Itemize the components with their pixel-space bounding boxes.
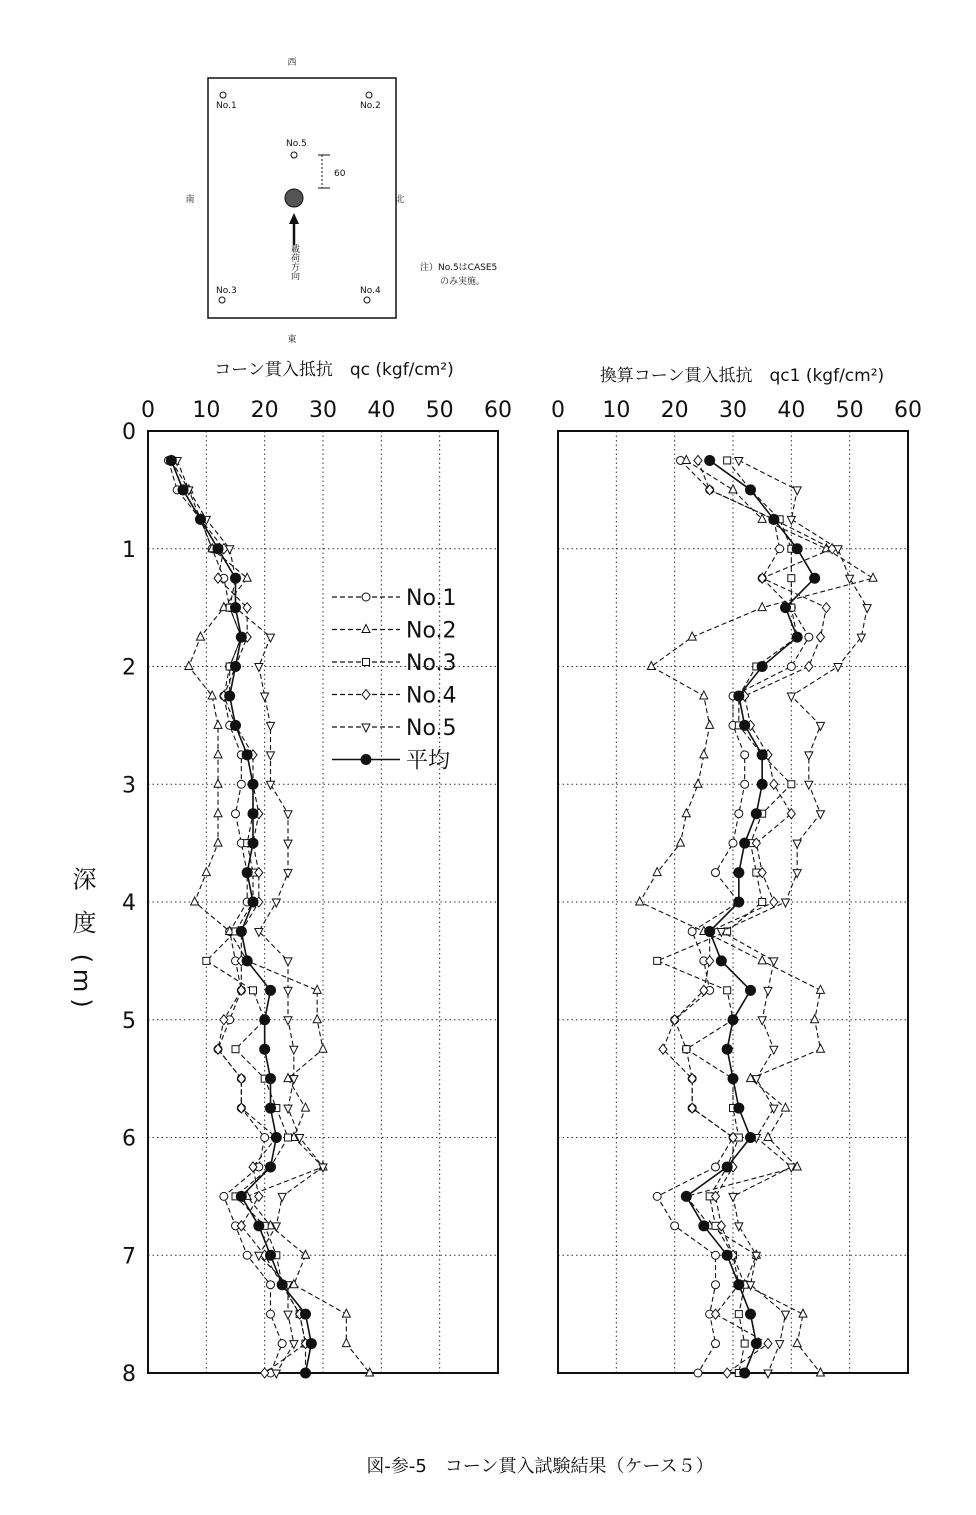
- data-point: [723, 1368, 731, 1378]
- data-point: [681, 1191, 691, 1201]
- data-point: [782, 1311, 790, 1319]
- point-marker-no2: [366, 92, 372, 98]
- data-point: [758, 603, 766, 611]
- legend-marker: [362, 690, 370, 700]
- data-point: [271, 1133, 281, 1143]
- data-point: [716, 956, 726, 966]
- site-plan: [185, 57, 497, 345]
- data-point: [636, 897, 644, 905]
- note-line-1: 注）No.5はCASE5: [420, 263, 498, 273]
- data-point: [787, 516, 795, 524]
- data-point: [261, 693, 269, 701]
- data-point: [782, 899, 790, 907]
- data-point: [770, 1046, 778, 1054]
- legend-label: No.4: [406, 683, 457, 709]
- x-tick-label: 50: [425, 398, 454, 423]
- series-line: [168, 460, 282, 1373]
- x-tick-label: 40: [367, 398, 396, 423]
- east-label: 東: [287, 335, 297, 345]
- data-point: [740, 720, 750, 730]
- point-marker-no5: [291, 152, 297, 158]
- data-point: [746, 485, 756, 495]
- data-point: [220, 1015, 228, 1025]
- data-point: [290, 1341, 298, 1349]
- data-point: [706, 720, 714, 728]
- legend: [332, 586, 457, 774]
- data-point: [741, 751, 749, 759]
- data-point: [712, 1281, 720, 1289]
- data-point: [255, 664, 263, 672]
- data-point: [722, 1044, 732, 1054]
- data-point: [248, 897, 258, 907]
- data-point: [285, 1134, 292, 1141]
- data-point: [267, 1310, 275, 1318]
- series-1: [653, 456, 813, 1377]
- data-point: [185, 662, 193, 670]
- data-point: [231, 720, 241, 730]
- data-point: [705, 455, 715, 465]
- data-point: [213, 544, 223, 554]
- data-point: [248, 779, 258, 789]
- data-point: [688, 927, 696, 935]
- data-point: [290, 1046, 298, 1054]
- data-point: [764, 1339, 772, 1349]
- data-point: [792, 544, 802, 554]
- data-point: [342, 1339, 350, 1347]
- data-point: [694, 455, 702, 465]
- x-tick-label: 0: [141, 398, 155, 423]
- data-point: [712, 1251, 720, 1259]
- data-point: [694, 779, 702, 787]
- data-point: [787, 663, 795, 671]
- data-point: [301, 1368, 311, 1378]
- data-point: [196, 514, 206, 524]
- right-chart-title: 換算コーン貫入抵抗 qc1 (kgf/cm²): [599, 366, 885, 386]
- data-point: [248, 838, 258, 848]
- data-point: [694, 1369, 702, 1377]
- x-tick-label: 30: [719, 398, 747, 423]
- data-point: [757, 750, 767, 760]
- data-point: [284, 958, 292, 966]
- data-point: [735, 1311, 742, 1318]
- series-line: [657, 460, 797, 1373]
- point-marker-no4: [364, 297, 370, 303]
- data-point: [225, 691, 235, 701]
- data-point: [319, 1044, 327, 1052]
- series-line: [721, 460, 867, 1373]
- point-label-no5: No.5: [286, 139, 307, 149]
- note-line-2: のみ実施。: [440, 277, 486, 287]
- data-point: [741, 1340, 748, 1347]
- data-point: [313, 1015, 321, 1023]
- y-tick-label: 4: [122, 891, 136, 916]
- data-point: [242, 956, 252, 966]
- data-point: [236, 926, 246, 936]
- data-point: [776, 1341, 784, 1349]
- data-point: [751, 1339, 761, 1349]
- data-point: [712, 1163, 720, 1171]
- data-point: [770, 779, 778, 789]
- data-point: [740, 1368, 750, 1378]
- data-point: [734, 897, 744, 907]
- data-point: [741, 780, 749, 788]
- x-tick-label: 20: [250, 398, 279, 423]
- data-point: [788, 781, 795, 788]
- series-5: [717, 457, 871, 1378]
- data-point: [724, 457, 731, 464]
- data-point: [734, 868, 744, 878]
- data-point: [869, 573, 877, 581]
- x-tick-label: 0: [551, 398, 565, 423]
- data-point: [302, 1250, 310, 1258]
- data-point: [729, 485, 737, 493]
- data-point: [817, 1044, 825, 1052]
- data-point: [805, 781, 813, 789]
- point-label-no3: No.3: [216, 286, 237, 296]
- data-point: [683, 1046, 690, 1053]
- data-point: [705, 926, 715, 936]
- data-point: [267, 752, 275, 760]
- data-point: [734, 691, 744, 701]
- data-point: [863, 605, 871, 613]
- data-point: [729, 1193, 737, 1201]
- data-point: [236, 632, 246, 642]
- data-point: [746, 985, 756, 995]
- legend-label: 平均: [406, 748, 451, 774]
- data-point: [261, 1134, 269, 1142]
- series-2: [167, 455, 373, 1376]
- y-tick-label: 8: [122, 1362, 136, 1387]
- data-point: [740, 838, 750, 848]
- data-point: [242, 750, 252, 760]
- y-tick-label: 0: [122, 420, 136, 445]
- data-point: [232, 1046, 239, 1053]
- data-point: [260, 1044, 270, 1054]
- data-point: [722, 1162, 732, 1172]
- legend-label: No.2: [406, 618, 457, 644]
- point-marker-no3: [219, 297, 225, 303]
- data-point: [278, 1340, 286, 1348]
- data-point: [706, 956, 714, 966]
- data-point: [284, 987, 292, 995]
- x-tick-label: 10: [602, 398, 631, 423]
- series-line: [171, 460, 369, 1373]
- series-line: [171, 460, 311, 1373]
- data-point: [793, 870, 801, 878]
- data-point: [834, 664, 842, 672]
- data-point: [757, 779, 767, 789]
- data-point: [266, 1074, 276, 1084]
- data-point: [671, 1222, 679, 1230]
- data-point: [769, 514, 779, 524]
- data-point: [248, 809, 258, 819]
- x-tick-label: 20: [660, 398, 689, 423]
- data-point: [266, 1162, 276, 1172]
- y-axis-title: 深 度 (m): [68, 866, 96, 1014]
- data-point: [728, 1074, 738, 1084]
- data-point: [166, 455, 176, 465]
- data-point: [699, 1221, 709, 1231]
- x-tick-label: 30: [309, 398, 337, 423]
- data-point: [734, 1280, 744, 1290]
- data-point: [237, 780, 245, 788]
- data-point: [758, 1017, 766, 1025]
- data-point: [243, 1251, 251, 1259]
- loading-pile: [285, 189, 303, 207]
- data-point: [266, 1103, 276, 1113]
- data-point: [759, 899, 766, 906]
- data-point: [770, 958, 778, 966]
- data-point: [722, 1250, 732, 1260]
- west-label: 西: [287, 58, 297, 68]
- data-point: [214, 838, 222, 846]
- data-point: [654, 957, 661, 964]
- data-point: [805, 633, 813, 641]
- data-point: [220, 1192, 228, 1200]
- data-point: [243, 573, 251, 581]
- data-point: [250, 987, 257, 994]
- data-point: [266, 1250, 276, 1260]
- x-tick-label: 60: [894, 398, 922, 423]
- data-point: [787, 809, 795, 819]
- y-tick-label: 5: [122, 1008, 136, 1034]
- data-point: [817, 722, 825, 730]
- data-point: [700, 750, 708, 758]
- data-point: [724, 987, 731, 994]
- data-point: [805, 662, 813, 672]
- legend-marker: [362, 593, 370, 601]
- data-point: [231, 662, 241, 672]
- figure-caption: 図-参-5 コーン貫入試験結果（ケース５）: [366, 1456, 714, 1477]
- data-point: [203, 957, 210, 964]
- data-point: [782, 1103, 790, 1111]
- data-point: [231, 603, 241, 613]
- legend-label: No.5: [406, 716, 457, 741]
- series-6: [681, 455, 819, 1378]
- left-chart-title: コーン貫入抵抗 qc (kgf/cm²): [214, 360, 454, 380]
- data-point: [811, 1015, 819, 1023]
- point-label-no4: No.4: [360, 286, 381, 296]
- data-point: [647, 662, 655, 670]
- legend-marker: [362, 724, 370, 732]
- legend-label: No.1: [406, 586, 457, 611]
- data-point: [231, 573, 241, 583]
- data-point: [284, 1105, 292, 1113]
- data-point: [266, 985, 276, 995]
- data-point: [770, 897, 778, 907]
- data-point: [735, 810, 743, 818]
- x-tick-label: 40: [777, 398, 806, 423]
- data-point: [793, 1339, 801, 1347]
- data-point: [191, 897, 199, 905]
- data-point: [306, 1339, 316, 1349]
- north-label: 北: [395, 195, 405, 205]
- data-point: [267, 634, 275, 642]
- data-point: [214, 809, 222, 817]
- data-point: [284, 811, 292, 819]
- point-marker-no1: [220, 92, 226, 98]
- data-point: [677, 838, 685, 846]
- data-point: [793, 487, 801, 495]
- data-point: [757, 662, 767, 672]
- data-point: [284, 1311, 292, 1319]
- series-3: [654, 457, 801, 1377]
- load-direction-label: 載荷方向: [289, 244, 299, 280]
- y-tick-label: 3: [122, 773, 136, 799]
- south-label: 南: [185, 195, 195, 205]
- data-point: [214, 720, 222, 728]
- data-point: [214, 779, 222, 787]
- data-point: [810, 573, 820, 583]
- data-point: [805, 752, 813, 760]
- x-tick-label: 10: [192, 398, 221, 423]
- data-point: [712, 1340, 720, 1348]
- load-direction-arrow-head: [289, 213, 299, 224]
- data-point: [214, 750, 222, 758]
- data-point: [764, 1133, 772, 1141]
- data-point: [178, 485, 188, 495]
- legend-marker: [363, 659, 370, 666]
- data-point: [267, 1281, 275, 1289]
- data-point: [746, 1309, 756, 1319]
- data-point: [787, 693, 795, 701]
- data-point: [776, 545, 784, 553]
- data-point: [260, 1015, 270, 1025]
- data-point: [788, 575, 795, 582]
- y-tick-label: 7: [122, 1244, 136, 1270]
- dimension-label: 60: [334, 169, 346, 179]
- data-point: [202, 868, 210, 876]
- chart-qc1: [551, 398, 922, 1378]
- data-point: [817, 632, 825, 642]
- data-point: [277, 1280, 287, 1290]
- y-tick-label: 6: [122, 1126, 136, 1152]
- data-point: [261, 1368, 269, 1378]
- data-point: [822, 603, 830, 613]
- y-tick-label: 2: [122, 655, 136, 681]
- data-point: [242, 868, 252, 878]
- data-point: [653, 1192, 661, 1200]
- data-point: [792, 632, 802, 642]
- data-point: [284, 1017, 292, 1025]
- data-point: [236, 1191, 246, 1201]
- data-point: [284, 840, 292, 848]
- data-point: [734, 1103, 744, 1113]
- data-point: [197, 632, 205, 640]
- series-4: [659, 455, 836, 1378]
- point-label-no1: No.1: [216, 101, 237, 111]
- series-line: [640, 460, 873, 1373]
- data-point: [267, 722, 275, 730]
- legend-label: No.3: [406, 651, 457, 676]
- series-line: [657, 460, 809, 1373]
- data-point: [682, 809, 690, 817]
- point-label-no2: No.2: [360, 101, 381, 111]
- series-line: [686, 460, 814, 1373]
- legend-marker: [362, 625, 370, 633]
- x-tick-label: 50: [835, 398, 864, 423]
- y-tick-label: 1: [122, 537, 136, 563]
- data-point: [764, 987, 772, 995]
- data-point: [301, 1309, 311, 1319]
- data-point: [746, 1133, 756, 1143]
- legend-marker: [361, 755, 371, 765]
- chart-qc: [122, 398, 512, 1387]
- data-point: [728, 1015, 738, 1025]
- data-point: [751, 809, 761, 819]
- data-point: [729, 839, 737, 847]
- data-point: [232, 810, 240, 818]
- data-point: [255, 928, 263, 936]
- data-point: [781, 603, 791, 613]
- data-point: [302, 1103, 310, 1111]
- data-point: [278, 1193, 286, 1201]
- data-point: [254, 1221, 264, 1231]
- data-point: [817, 811, 825, 819]
- data-point: [793, 840, 801, 848]
- x-tick-label: 60: [484, 398, 512, 423]
- data-point: [284, 870, 292, 878]
- data-point: [712, 869, 720, 877]
